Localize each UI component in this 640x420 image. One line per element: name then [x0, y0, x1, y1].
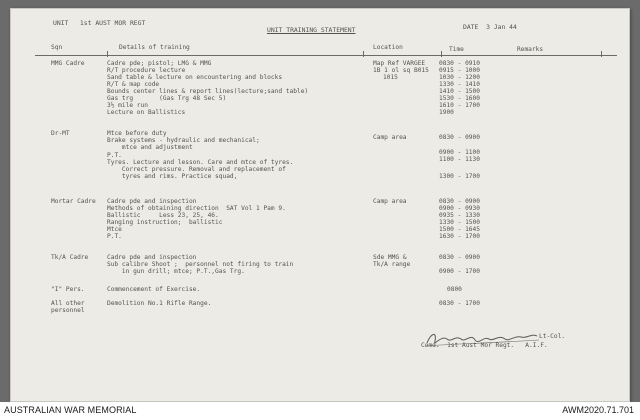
detail-line: R/T & map code — [107, 81, 160, 88]
header-rule-tick — [107, 51, 108, 57]
unit-label: UNIT 1st AUST MOR REGT — [53, 19, 146, 27]
detail-line: R/T procedure lecture — [107, 67, 186, 74]
archive-footer — [0, 402, 640, 420]
time-line: 1530 - 1600 — [439, 95, 480, 102]
time-line: 0915 - 1000 — [439, 67, 480, 74]
signature-rank: Lt-Col. — [539, 333, 566, 340]
detail-line: Mtce — [107, 226, 122, 233]
column-time-header: Time — [449, 46, 464, 53]
time-line: 1500 - 1645 — [439, 226, 480, 233]
detail-line: tyres and rims. Practice squad, — [107, 173, 238, 180]
detail-line: Demolition No.1 Rifle Range. — [107, 300, 212, 307]
header-rule — [35, 55, 617, 56]
detail-line: Bounds center lines & report lines(lecture;sand table) — [107, 88, 309, 95]
section-sqn: "I" Pers. — [51, 286, 85, 293]
archive-name: AUSTRALIAN WAR MEMORIAL — [4, 405, 137, 415]
time-line: 0830 - 0900 — [439, 254, 480, 261]
time-line: 1410 - 1500 — [439, 88, 480, 95]
document-title: UNIT TRAINING STATEMENT — [267, 26, 356, 34]
time-line: 0830 - 0900 — [439, 134, 480, 141]
detail-line: Cadre pde and inspection — [107, 198, 197, 205]
time-line: 1300 - 1700 — [439, 173, 480, 180]
time-line: 1330 - 1500 — [439, 219, 480, 226]
detail-line: Cadre pde and inspection — [107, 254, 197, 261]
detail-line: Gas trg (Gas Trg 48 Sec 5) — [107, 95, 227, 102]
section-sqn-continued: personnel — [51, 307, 85, 314]
time-line: 1030 - 1200 — [439, 74, 480, 81]
location-line: 1B 1 ol sq B015 — [373, 67, 429, 74]
time-line: 0830 - 1700 — [439, 300, 480, 307]
detail-line: P.T. — [107, 233, 122, 240]
time-line: 0900 - 1100 — [439, 149, 480, 156]
detail-line: Tyres. Lecture and lesson. Care and mtce of tyres. — [107, 159, 294, 166]
time-line: 0900 - 0930 — [439, 205, 480, 212]
header-rule-tick — [441, 51, 442, 57]
section-sqn: Dr-MT — [51, 130, 70, 137]
time-line: 1900 — [439, 109, 454, 116]
section-sqn: Mortar Cadre — [51, 198, 96, 205]
location-line: Camp area — [373, 198, 407, 205]
document-sheet — [10, 8, 630, 402]
detail-line: Sand table & lecture on encountering and blocks — [107, 74, 283, 81]
time-line: 1630 - 1700 — [439, 233, 480, 240]
detail-line: Cadre pde; pistol; LMG & MMG — [107, 60, 212, 67]
column-sqn-header: Sqn — [51, 44, 63, 51]
date-label: DATE 3 Jan 44 — [463, 23, 517, 31]
section-sqn: All other — [51, 300, 85, 307]
detail-line: Mtce before duty — [107, 130, 167, 137]
time-line: 1610 - 1700 — [439, 102, 480, 109]
archive-reference: AWM2020.71.701 — [562, 405, 634, 415]
detail-line: Correct pressure. Removal and replacement of — [107, 166, 286, 173]
time-line: 0935 - 1330 — [439, 212, 480, 219]
location-line: Map Ref VARGEE — [373, 60, 426, 67]
header-rule-tick — [363, 51, 364, 57]
detail-line: 3½ mile run — [107, 102, 148, 109]
detail-line: P.T. — [107, 152, 122, 159]
detail-line: Methods of obtaining direction SAT Vol 1 Pam 9. — [107, 205, 286, 212]
time-line: 0900 - 1700 — [439, 268, 480, 275]
detail-line: Commencement of Exercise. — [107, 286, 201, 293]
detail-line: Sub calibre Shoot ; personnel not firing to train — [107, 261, 294, 268]
detail-line: Lecture on Ballistics — [107, 109, 186, 116]
time-line: 0800 — [447, 286, 462, 293]
time-line: 1100 - 1130 — [439, 156, 480, 163]
detail-line: Ballistic Less 23, 25, 46. — [107, 212, 219, 219]
detail-line: mtce and adjustment — [107, 144, 193, 151]
column-location-header: Location — [373, 44, 403, 51]
time-line: 0830 - 0900 — [439, 198, 480, 205]
detail-line: in gun drill; mtce; P.T.,Gas Trg. — [107, 268, 245, 275]
time-line: 1330 - 1410 — [439, 81, 480, 88]
signature-unit-line: Comd. 1st Aust Mor Regt. A.I.F. — [421, 342, 548, 349]
header-rule-tick — [601, 51, 602, 57]
detail-line: Ranging instruction; ballistic — [107, 219, 223, 226]
section-sqn: MMG Cadre — [51, 60, 85, 67]
section-sqn: Tk/A Cadre — [51, 254, 89, 261]
time-line: 0830 - 0910 — [439, 60, 480, 67]
location-line: Camp area — [373, 134, 407, 141]
column-details-header: Details of training — [119, 44, 190, 51]
location-line: 1015 — [383, 74, 398, 81]
location-line: Tk/A range — [373, 261, 411, 268]
location-line: Sde MMG & — [373, 254, 407, 261]
column-remarks-header: Remarks — [517, 46, 544, 53]
detail-line: Brake systems - hydraulic and mechanical; — [107, 137, 260, 144]
